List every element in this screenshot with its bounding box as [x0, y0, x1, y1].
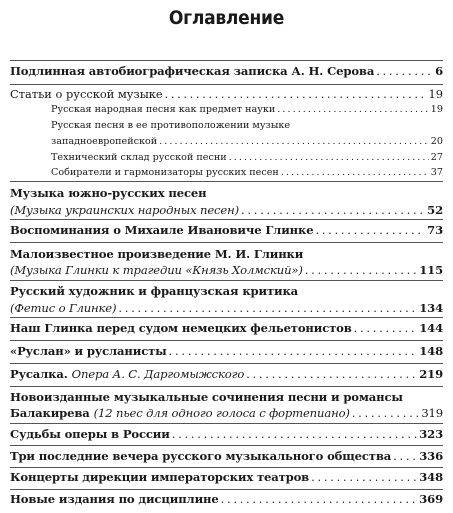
page-number: 336 [419, 449, 443, 463]
entry-title: Малоизвестное произведение М. И. Глинки [10, 247, 304, 261]
dot-leader [352, 408, 420, 420]
divider [10, 467, 443, 468]
page-number: 37 [430, 167, 443, 178]
entry-title: Русская песня в ее противоположении музыке [51, 120, 291, 131]
page-number: 323 [419, 427, 443, 441]
dot-leader [393, 451, 417, 463]
toc-entry-continuation[interactable] [10, 205, 443, 217]
divider [10, 219, 443, 220]
entry-title: Русский художник и французская критика [10, 284, 299, 298]
dot-leader [159, 137, 429, 147]
page-number: 19 [430, 104, 443, 115]
entry-title: западноевропейской [51, 136, 158, 147]
dot-leader [354, 323, 418, 335]
page-number: 319 [421, 406, 443, 420]
entry-title: Воспоминания о Михаиле Ивановиче Глинке [10, 223, 314, 237]
page-number: 73 [427, 223, 443, 237]
divider [10, 280, 443, 281]
entry-subtitle: (Музыка Глинки к трагедии «Князь Холмский») [10, 263, 303, 277]
toc-subentry[interactable] [51, 105, 443, 115]
page-number: 148 [419, 344, 443, 358]
entry-subtitle: (12 пьес для одного голоса с фортепиано) [93, 406, 350, 420]
dot-leader [376, 66, 433, 78]
divider [10, 445, 443, 446]
toc-entry[interactable] [10, 429, 443, 441]
divider [10, 60, 443, 61]
entry-title: Наш Глинка перед судом немецких фельетонистов [10, 321, 352, 335]
entry-title: Русская народная песня как предмет науки [51, 104, 276, 115]
divider [10, 84, 443, 85]
toc-entry[interactable] [10, 188, 443, 200]
page-number: 144 [419, 321, 443, 335]
toc-entry[interactable] [10, 249, 443, 261]
toc-entry[interactable] [10, 451, 443, 463]
dot-leader [277, 105, 428, 115]
toc-entry[interactable] [10, 346, 443, 358]
entry-title: Судьбы оперы в России [10, 427, 170, 441]
dot-leader [169, 346, 418, 358]
dot-leader [118, 303, 417, 315]
entry-title: Собиратели и гармонизаторы русских песен [51, 167, 279, 178]
dot-leader [172, 429, 418, 441]
entry-title: «Руслан» и русланисты [10, 344, 167, 358]
page-number: 348 [419, 470, 443, 484]
divider [10, 423, 443, 424]
entry-title: Русалка. [10, 367, 68, 381]
dot-leader [165, 89, 427, 100]
dot-leader [221, 494, 418, 506]
dot-leader [281, 168, 429, 178]
toc-entry[interactable] [10, 472, 443, 484]
toc-subentry-continuation[interactable] [51, 137, 443, 147]
entry-title: Новоизданные музыкальные сочинения песни и романсы [10, 390, 403, 404]
page-number: 219 [419, 367, 443, 381]
entry-subtitle: Опера А. С. Даргомыжского [71, 367, 245, 381]
toc-entry[interactable] [10, 66, 443, 78]
dot-leader [246, 369, 417, 381]
entry-title: Статьи о русской музыке [10, 87, 163, 101]
toc-subentry[interactable] [51, 121, 290, 131]
page-number: 20 [430, 136, 443, 147]
toc-subentry[interactable] [51, 153, 443, 163]
entry-title: Подлинная автобиографическая записка А. Н. Серова [10, 64, 375, 78]
dot-leader [229, 153, 429, 163]
page-number: 6 [435, 64, 443, 78]
toc-entry[interactable] [10, 286, 443, 298]
dot-leader [311, 472, 417, 484]
divider [10, 181, 443, 182]
page-number: 115 [419, 263, 443, 277]
toc-entry-continuation[interactable] [10, 303, 443, 315]
page-number: 134 [419, 301, 443, 315]
page-number: 27 [430, 152, 443, 163]
toc-entry-continuation[interactable] [10, 408, 443, 420]
page-number: 369 [419, 492, 443, 506]
dot-leader [305, 265, 418, 277]
dot-leader [241, 205, 425, 217]
divider [10, 340, 443, 341]
divider [10, 317, 443, 318]
page-number: 52 [427, 203, 443, 217]
toc-entry[interactable] [10, 225, 443, 237]
page-title: Оглавление [168, 7, 285, 29]
entry-title: Три последние вечера русского музыкального общества [10, 449, 392, 463]
toc-entry-continuation[interactable] [10, 265, 443, 277]
toc-entry[interactable] [10, 392, 443, 404]
divider [10, 363, 443, 364]
toc-section-heading[interactable] [10, 89, 443, 100]
entry-subtitle: (Фетис о Глинке) [10, 301, 117, 315]
toc-entry[interactable] [10, 494, 443, 506]
entry-title: Музыка южно-русских песен [10, 186, 207, 200]
toc-entry[interactable] [10, 323, 443, 335]
page-number: 19 [428, 87, 443, 101]
entry-title: Новые издания по дисциплине [10, 492, 219, 506]
toc-entry[interactable] [10, 369, 443, 381]
divider [10, 386, 443, 387]
entry-title: Балакирева [10, 406, 90, 420]
divider [10, 242, 443, 243]
dot-leader [315, 225, 425, 237]
entry-subtitle: (Музыка украинских народных песен) [10, 203, 239, 217]
divider [10, 489, 443, 490]
entry-title: Технический склад русской песни [51, 152, 227, 163]
entry-title: Концерты дирекции императорских театров [10, 470, 310, 484]
toc-subentry[interactable] [51, 168, 443, 178]
